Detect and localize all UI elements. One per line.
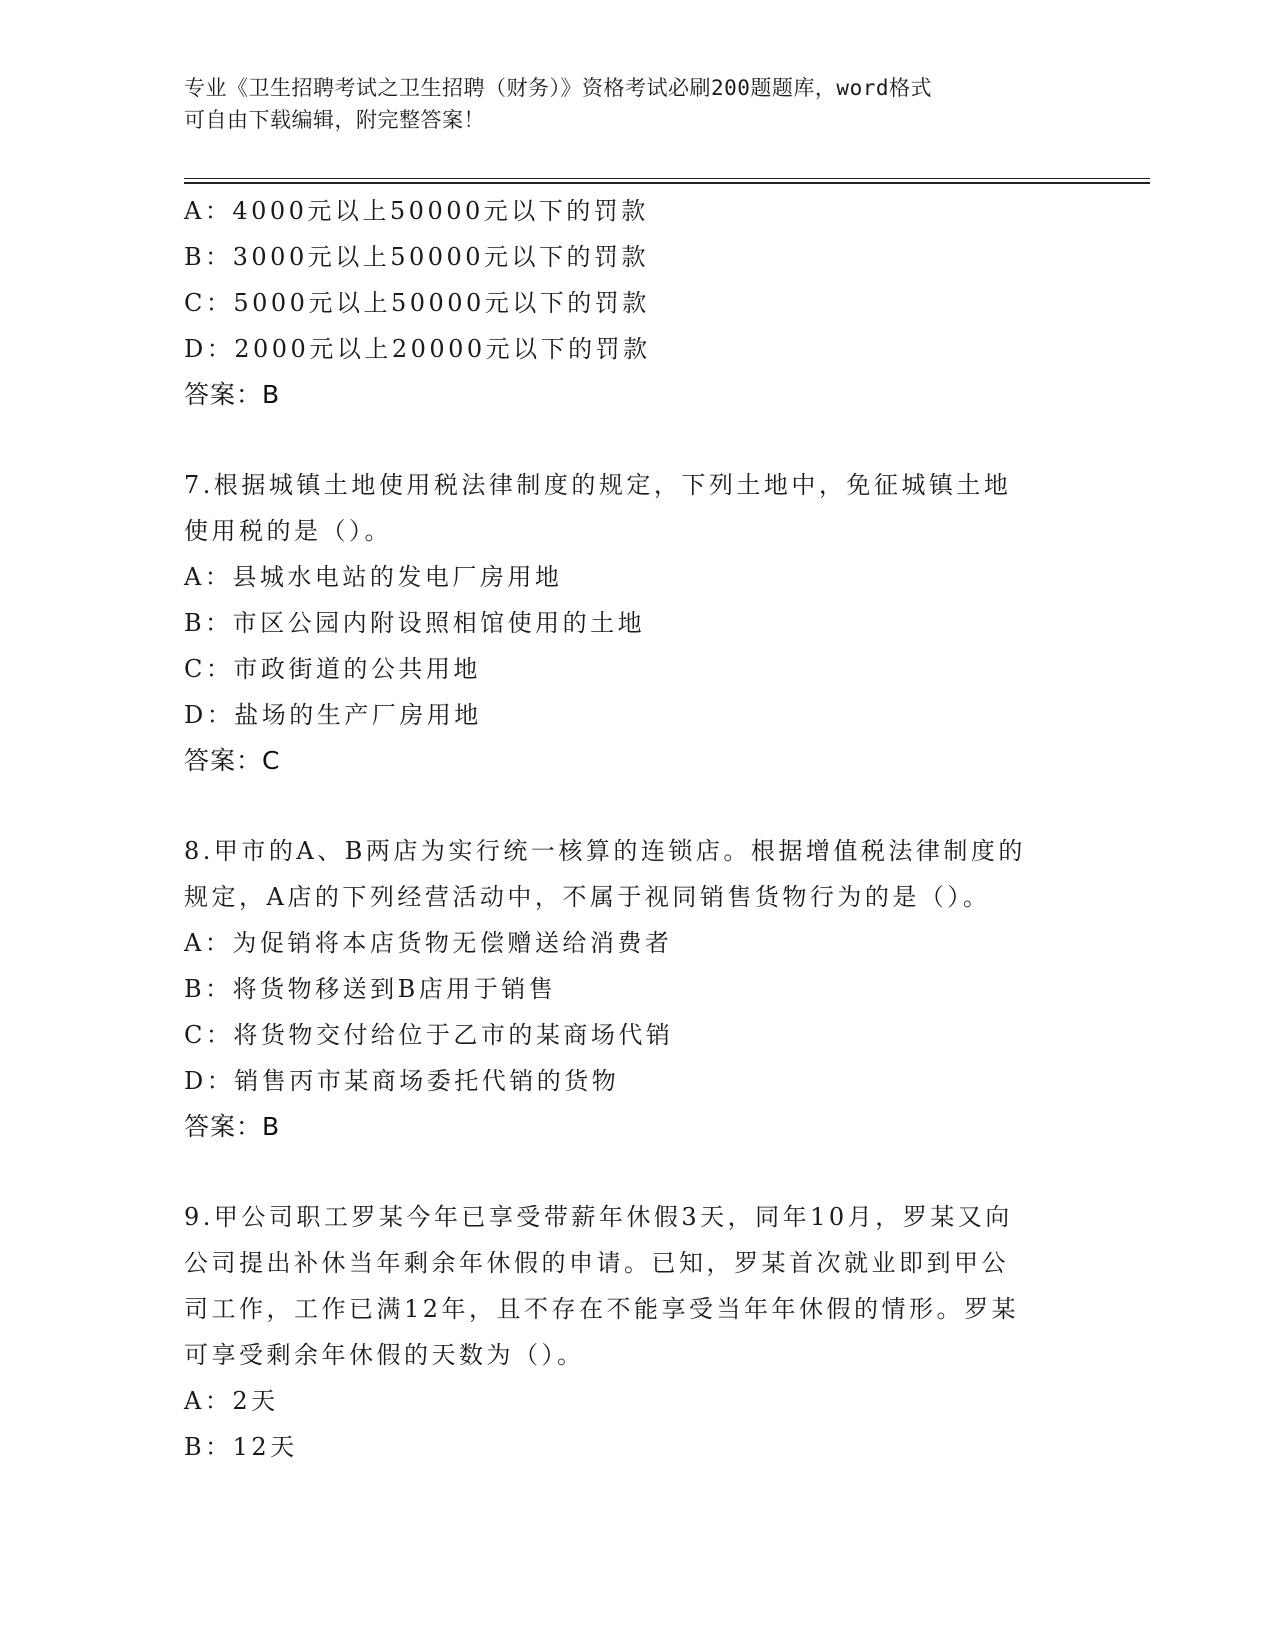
option-a: A：4000元以上50000元以下的罚款	[184, 197, 649, 225]
option-b: B：12天	[184, 1433, 298, 1461]
question-spacer	[184, 784, 1084, 828]
question-list	[184, 188, 1084, 1470]
question-8	[184, 828, 1084, 1150]
question-stem-line: 9.甲公司职工罗某今年已享受带薪年休假3天，同年10月，罗某又向	[184, 1203, 1013, 1231]
answer-line: 答案：B	[184, 1112, 281, 1141]
option-a: A：2天	[184, 1387, 279, 1415]
header-line-2: 可自由下载编辑，附完整答案！	[184, 108, 485, 132]
question-stem-line: 公司提出补休当年剩余年休假的申请。已知，罗某首次就业即到甲公	[184, 1249, 1009, 1277]
question-stem-line: 规定，A店的下列经营活动中，不属于视同销售货物行为的是（）。	[184, 883, 991, 911]
document-header	[184, 72, 1084, 136]
answer-line: 答案：B	[184, 380, 281, 409]
option-b: B：3000元以上50000元以下的罚款	[184, 243, 650, 271]
option-c: C：将货物交付给位于乙市的某商场代销	[184, 1021, 674, 1049]
question-stem-line: 司工作，工作已满12年，且不存在不能享受当年年休假的情形。罗某	[184, 1295, 1020, 1323]
answer-line: 答案：C	[184, 746, 281, 775]
question-stem-line: 7.根据城镇土地使用税法律制度的规定，下列土地中，免征城镇土地	[184, 471, 1012, 499]
header-divider-thin	[184, 178, 1150, 179]
question-7	[184, 462, 1084, 784]
header-divider-thick	[184, 182, 1150, 184]
option-b: B：将货物移送到B店用于销售	[184, 975, 557, 1003]
header-line-1: 专业《卫生招聘考试之卫生招聘（财务）》资格考试必刷200题题库，word格式	[184, 76, 932, 100]
option-c: C：市政街道的公共用地	[184, 655, 481, 683]
question-stem-line: 使用税的是（）。	[184, 517, 392, 545]
option-b: B：市区公园内附设照相馆使用的土地	[184, 609, 646, 637]
option-d: D：销售丙市某商场委托代销的货物	[184, 1067, 620, 1095]
option-d: D：2000元以上20000元以下的罚款	[184, 335, 651, 363]
option-a: A：为促销将本店货物无偿赠送给消费者	[184, 929, 673, 957]
question-9	[184, 1194, 1084, 1470]
question-6	[184, 188, 1084, 418]
question-spacer	[184, 418, 1084, 462]
question-stem-line: 8.甲市的A、B两店为实行统一核算的连锁店。根据增值税法律制度的	[184, 837, 1026, 865]
option-a: A：县城水电站的发电厂房用地	[184, 563, 563, 591]
question-stem-line: 可享受剩余年休假的天数为（）。	[184, 1341, 585, 1369]
question-spacer	[184, 1150, 1084, 1194]
option-d: D：盐场的生产厂房用地	[184, 701, 482, 729]
option-c: C：5000元以上50000元以下的罚款	[184, 289, 650, 317]
